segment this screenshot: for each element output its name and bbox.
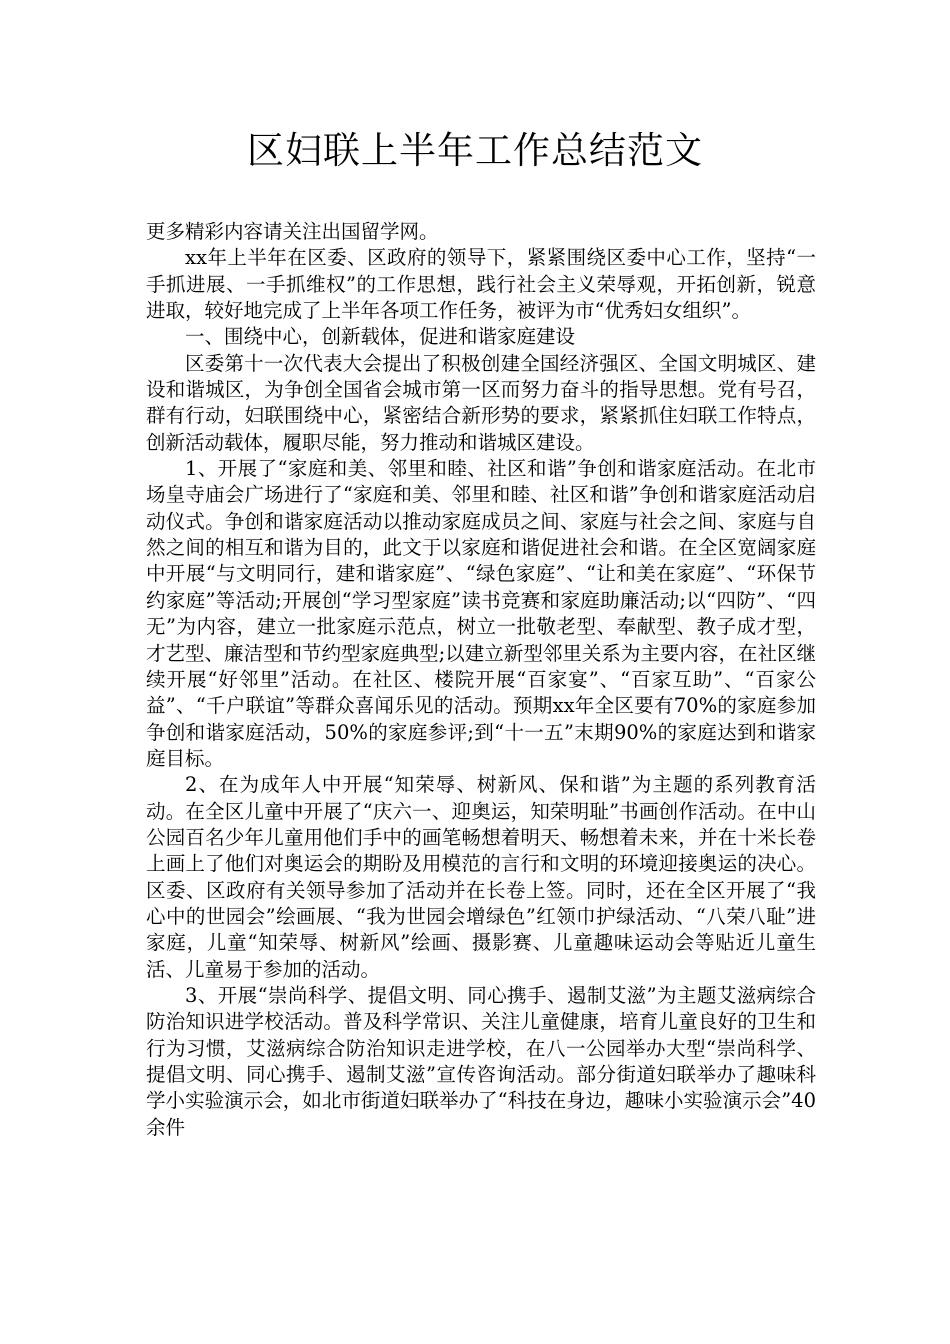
document-body [146,219,816,1141]
item-1-paragraph: 1、开展了“家庭和美、邻里和睦、社区和谐”争创和谐家庭活动。在北市场皇寺庙会广场进行了“家庭和美、邻里和睦、社区和谐”争创和谐家庭活动启动仪式。争创和谐家庭活动以推动家庭成员之间、家庭与社会之间、家庭与自然之间的相互和谐为目的，此文于以家庭和谐促进社会和谐。在全区宽阔家庭中开展“与文明同行，建和谐家庭”、“绿色家庭”、“让和美在家庭”、“环保节约家庭”等活动;开展创“学习型家庭”读书竞赛和家庭助廉活动;以“四防”、“四无”为内容，建立一批家庭示范点，树立一批敬老型、奉献型、教子成才型，才艺型、廉洁型和节约型家庭典型;以建立新型邻里关系为主要内容，在社区继续开展“好邻里”活动。在社区、楼院开展“百家宴”、“百家互助”、“百家公益”、“千户联谊”等群众喜闻乐见的活动。预期xx年全区要有70%的家庭参加争创和谐家庭活动，50%的家庭参评;到“十一五”末期90%的家庭达到和谐家庭目标。 [146,457,816,770]
item-3-paragraph: 3、开展“崇尚科学、提倡文明、同心携手、遏制艾滋”为主题艾滋病综合防治知识进学校活动。普及科学常识、关注儿童健康，培育儿童良好的卫生和行为习惯，艾滋病综合防治知识走进学校，在八一公园举办大型“崇尚科学、提倡文明、同心携手、遏制艾滋”宣传咨询活动。部分街道妇联举办了趣味科学小实验演示会，如北市街道妇联举办了“科技在身边，趣味小实验演示会”40余件 [146,983,816,1139]
opening-paragraph: xx年上半年在区委、区政府的领导下，紧紧围绕区委中心工作，坚持“一手抓进展、一手抓维权”的工作思想，践行社会主义荣辱观，开拓创新，锐意进取，较好地完成了上半年各项工作任务，被评为市“优秀妇女组织”。 [146,246,816,323]
document-title: 区妇联上半年工作总结范文 [247,129,703,172]
section-heading: 一、围绕中心，创新载体，促进和谐家庭建设 [185,325,576,349]
item-2-paragraph: 2、在为成年人中开展“知荣辱、树新风、保和谐”为主题的系列教育活动。在全区儿童中开展了“庆六一、迎奥运，知荣明耻”书画创作活动。在中山公园百名少年儿童用他们手中的画笔畅想着明天、畅想着未来，并在十米长卷上画上了他们对奥运会的期盼及用模范的言行和文明的环境迎接奥运的决心。区委、区政府有关领导参加了活动并在长卷上签。同时，还在全区开展了“我心中的世园会”绘画展、“我为世园会增绿色”红领巾护绿活动、“八荣八耻”进家庭，儿童“知荣辱、树新风”绘画、摄影赛、儿童趣味运动会等贴近儿童生活、儿童易于参加的活动。 [146,773,816,981]
intro-note: 更多精彩内容请关注出国留学网。 [146,220,439,243]
section-intro-paragraph: 区委第十一次代表大会提出了积极创建全国经济强区、全国文明城区、建设和谐城区，为争创全国省会城市第一区而努力奋斗的指导思想。党有号召，群有行动，妇联围绕中心，紧密结合新形势的要求，紧紧抓住妇联工作特点，创新活动载体，履职尽能，努力推动和谐城区建设。 [146,351,816,454]
